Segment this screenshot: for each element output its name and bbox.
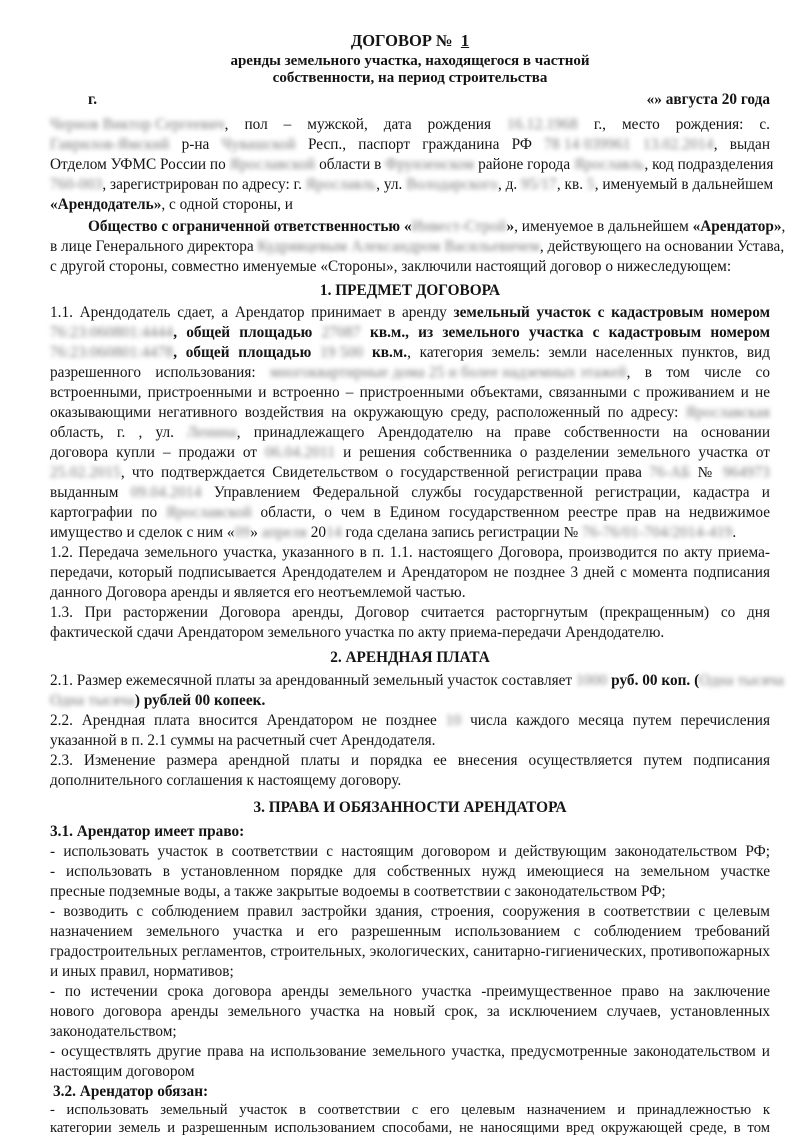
right-line-4: - возводить с соблюдением правил застройки здания, строения, сооружения в соответствии с целевым [50,903,770,920]
lessee-line-1: Общество с ограниченной ответственностью «Инвест-Строй», именуемое в дальнейшем «Арендатор», [88,218,786,235]
preamble-line-4: 760-003, зарегистрирован по адресу: г. Ярославль, ул. Володарского, д. 95/17, кв. 5, именуемый в дальнейшем [50,176,774,193]
section-2-heading: 2. АРЕНДНАЯ ПЛАТА [330,649,490,666]
right-line-2: - использовать в установленном порядке для собственных нужд имеющиеся на земельном участке [50,863,770,880]
preamble-line-5: «Арендодатель», с одной стороны, и [50,196,293,213]
lessee-line-2: в лице Генерального директора Кудрявцевым Александром Васильевичем, действующего на основании Устава, [50,238,785,255]
clause-2-2-line-1: 2.2. Арендная плата вносится Арендатором не позднее 10 числа каждого месяца путем перечисления [50,712,770,729]
clause-1-1-line-6: оказывающими негативного воздействия на окружающую среду, расположенный по адресу: Ярославская [50,404,770,421]
document-subtitle-line-2: собственности, на период строительства [272,70,548,86]
clause-1-1-line-9: 25.02.2015, что подтверждается Свидетельством о государственной регистрации права 76-АБ № 964973 [50,464,771,481]
clause-2-3-line-1: 2.3. Изменение размера арендной платы и порядка ее внесения осуществляется путем подписания [50,752,770,769]
contract-place: г. [88,91,98,108]
clause-1-1-line-3: 76:23:060801:4478, общей площадью 19 500 кв.м., категория земель: земли населенных пунктов, вид [50,344,771,361]
clause-1-3-line-2: фактической сдачи Арендатором земельного участка по акту приема-передачи Арендодателю. [50,624,665,641]
contract-date: «» августа 20 года [646,91,770,108]
preamble-line-1: Чернов Виктор Сергеевич, пол – мужской, дата рождения 16.12.1968 г., место рождения: с. [50,116,771,133]
right-line-8: - по истечении срока договора аренды земельного участка -преимущественное право на заключение [50,983,770,1000]
right-line-11: - осуществлять другие права на использование земельного участка, предусмотренные законодательством и [50,1043,770,1060]
document-title: ДОГОВОР № 1 [350,31,470,50]
duty-line-1: - использовать земельный участок в соответствии с его целевым назначением и принадлежностью к [50,1102,770,1118]
section-1-heading: 1. ПРЕДМЕТ ДОГОВОРА [319,282,501,299]
right-line-10: законодательством; [50,1023,177,1040]
clause-1-1-line-7: область, г. , ул. Ленина, принадлежащего Арендодателю на праве собственности на основании [50,424,771,441]
document-subtitle-line-1: аренды земельного участка, находящегося в частной [230,53,590,69]
clause-2-1-line-2: Одна тысяча) рублей 00 копеек. [50,692,266,709]
right-line-12: настоящим договором [50,1063,195,1080]
clause-1-1-line-2: 76:23:060801:4444, общей площадью 27087 кв.м., из земельного участка с кадастровым номером [50,324,770,341]
duty-line-2: категории земель и разрешенным использованием способами, не наносящими вред окружающей среде, в том [50,1120,770,1136]
right-line-6: градостроительных регламентов, строительных, экологических, санитарно-гигиенических, противопожарных [50,943,770,960]
clause-1-1-line-8: договора купли – продажи от 06.04.2011 и решения собственника о разделении земельного участка от [50,444,770,461]
right-line-7: и иных правил, нормативов; [50,963,234,980]
clause-1-2-line-3: данного Договора аренды и является его неотъемлемой частью. [50,584,466,601]
clause-1-2-line-2: передачи, который подписывается Арендодателем и Арендатором не позднее 3 дней с момента подписания [50,564,770,581]
lessee-line-3: с другой стороны, совместно именуемые «Стороны», заключили настоящий договор о нижеследующем: [50,258,732,275]
section-3-heading: 3. ПРАВА И ОБЯЗАННОСТИ АРЕНДАТОРА [253,799,567,816]
contract-number: 1 [460,31,470,50]
clause-2-3-line-2: дополнительного соглашения к настоящему договору. [50,772,402,789]
section-3-1-heading: 3.1. Арендатор имеет право: [50,823,245,840]
right-line-1: - использовать участок в соответствии с настоящим договором и действующим законодательством РФ; [50,843,770,860]
clause-1-1-line-4: разрешенного использования: многоквартирные дома 25 и более надземных этажей, в том числе со [50,364,770,381]
right-line-3: пресные подземные воды, а также закрытые водоемы в соответствии с законодательством РФ; [50,883,666,900]
clause-1-1-line-5: встроенными, пристроенными и встроенно – пристроенными объектами, связанными с проживанием и не [50,384,770,401]
clause-1-2-line-1: 1.2. Передача земельного участка, указанного в п. 1.1. настоящего Договора, производится по акту приема- [50,544,770,561]
preamble-line-3: Отделом УФМС России по Ярославской области в Фрунзенском районе города Ярославль, код подразделения [50,156,774,173]
right-line-9: нового договора аренды земельного участка на новый срок, за исключением случаев, установленных [50,1003,770,1020]
clause-2-1-line-1: 2.1. Размер ежемесячной платы за арендованный земельный участок составляет 1000 руб. 00 коп. (Одна тысяча [50,672,785,689]
section-3-2-heading: 3.2. Арендатор обязан: [53,1083,209,1100]
clause-1-1-line-11: картографии по Ярославской области, о чем в Едином государственном реестре прав на недвижимое [50,504,770,521]
clause-1-1-line-1: 1.1. Арендодатель сдает, а Арендатор принимает в аренду земельный участок с кадастровым номером [50,304,770,321]
preamble-line-2: Гаврилов-Ямский р-на Чувашской Респ., паспорт гражданина РФ 78 14 039961 13.02.2014, выдан [50,136,771,153]
clause-1-1-line-10: выданным 09.04.2014 Управлением Федеральной службы государственной регистрации, кадастра и [50,484,770,501]
right-line-5: назначением земельного участка и его разрешенным использованием с соблюдением требований [50,923,770,940]
clause-1-3-line-1: 1.3. При расторжении Договора аренды, Договор считается расторгнутым (прекращенным) со дня [50,604,770,621]
clause-2-2-line-2: указанной в п. 2.1 суммы на расчетный счет Арендодателя. [50,732,436,749]
clause-1-1-line-12: имущество и сделок с ним «09» апреля 2014 года сделана запись регистрации № 76-76/01-704/2014-419. [50,524,737,541]
